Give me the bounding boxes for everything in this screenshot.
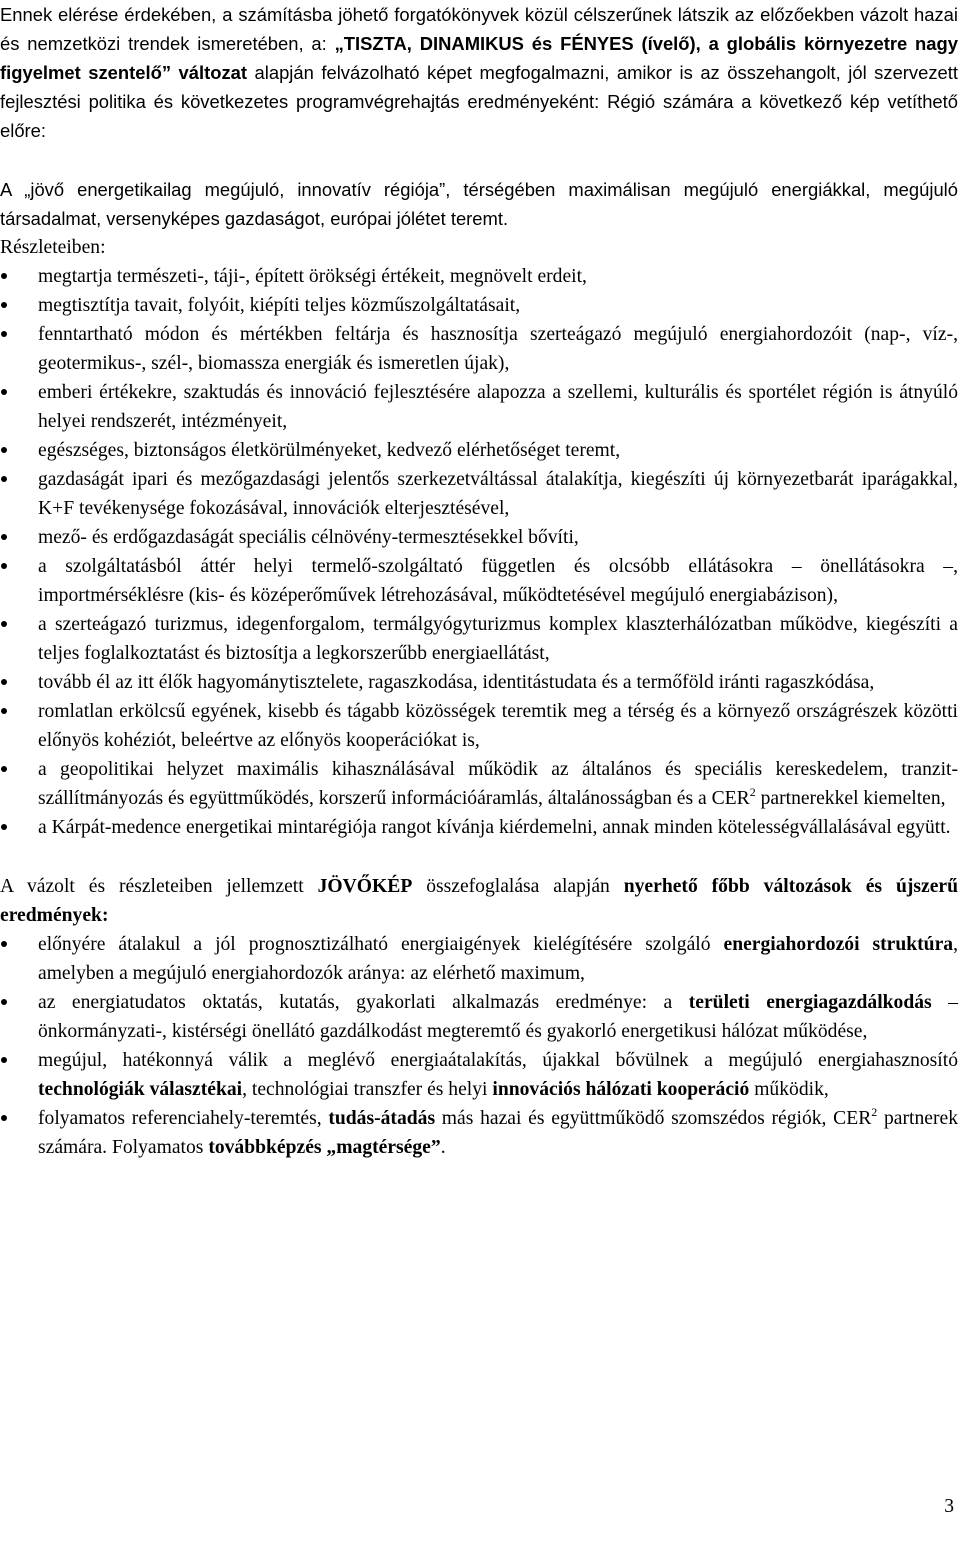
summary-paragraph xyxy=(0,872,958,930)
item-bold: innovációs hálózati kooperáció xyxy=(492,1079,750,1100)
list-item: fenntartható módon és mértékben feltárja és hasznosítja szerteágazó megújuló energiahordozóit (nap-, víz-, geotermikus-, szél-, biomassza energiák és ismeretlen újak), xyxy=(0,320,958,378)
list-item: gazdaságát ipari és mezőgazdasági jelentős szerkezetváltással átalakítja, kiegészíti új környezetbarát iparágakkal, K+F tevékenysége fokozásával, innovációk elterjesztésével, xyxy=(0,465,958,523)
geo-item-text: a geopolitikai helyzet maximális kihasználásával működik az általános és speciális kereskedelem, tranzit-szállítmányozás és együttműködés, korszerű információáramlás, általánosságban és a CER xyxy=(38,759,958,809)
vision-statement: A „jövő energetikailag megújuló, innovatív régiója”, térségében maximálisan megújuló energiákkal, megújuló társadalmat, versenyképes gazdaságot, európai jólétet teremt. xyxy=(0,179,958,229)
item-text: , amelyben a megújuló energiahordozók aránya: az elérhető maximum, xyxy=(38,934,958,984)
superscript: 2 xyxy=(871,1105,878,1119)
item-text: más hazai és együttműködő szomszédos régiók, CER xyxy=(435,1108,872,1129)
item-text: – önkormányzati-, kistérségi önellátó gazdálkodást megteremtő és gyakorló energetikusi hálózat működése, xyxy=(38,992,958,1042)
geo-item-tail: partnerekkel kiemelten, xyxy=(755,788,946,809)
details-label: Részleteiben: xyxy=(0,237,106,258)
item-bold: továbbképzés „magtérsége” xyxy=(208,1137,441,1158)
superscript: 2 xyxy=(749,785,756,799)
summary-bold-heading: nyerhető főbb változások és újszerű eredmények: xyxy=(0,876,958,926)
intro-text-2: alapján felvázolható képet megfogalmazni, amikor is az összehangolt, jól szervezett fejlesztési politika és következetes programvégrehajtás eredményeként: Régió számára a következő kép vetíthető előre: xyxy=(0,62,958,141)
item-bold: technológiák választékai xyxy=(38,1079,243,1100)
vision-list xyxy=(0,262,958,842)
item-text: folyamatos referenciahely-teremtés, xyxy=(38,1108,329,1129)
list-item xyxy=(0,1046,958,1104)
list-item xyxy=(0,930,958,988)
item-text: működik, xyxy=(749,1079,829,1100)
item-text: , technológiai transzfer és helyi xyxy=(242,1079,493,1100)
item-text: partnerek számára. Folyamatos xyxy=(38,1108,958,1158)
summary-bold-jovokep: JÖVŐKÉP xyxy=(317,876,413,897)
summary-list xyxy=(0,930,958,1162)
item-bold: tudás-átadás xyxy=(328,1108,436,1129)
intro-text-1: Ennek elérése érdekében, a számításba jöhető forgatókönyvek közül célszerűnek látszik az előzőekben vázolt hazai és nemzetközi trendek ismeretében, a: xyxy=(0,4,958,54)
item-text: előnyére átalakul a jól prognosztizálható energiaigények kielégítésére szolgáló xyxy=(38,934,724,955)
list-item xyxy=(0,988,958,1046)
list-item: a Kárpát-medence energetikai mintarégiója rangot kívánja kiérdemelni, annak minden kötelességvállalásával együtt. xyxy=(0,813,958,842)
page-number: 3 xyxy=(944,1496,954,1517)
list-item: a szolgáltatásból áttér helyi termelő-szolgáltató független és olcsóbb ellátásokra – önellátásokra –, importmérséklésre (kis- és középerőművek létrehozásával, működtetésével megújuló energiabázison), xyxy=(0,552,958,610)
item-text: az energiatudatos oktatás, kutatás, gyakorlati alkalmazás eredménye: a xyxy=(38,992,689,1013)
list-item: mező- és erdőgazdaságát speciális célnövény-termesztésekkel bővíti, xyxy=(0,523,958,552)
item-bold: energiahordozói struktúra xyxy=(723,934,954,955)
summary-text: összefoglalása alapján xyxy=(412,876,624,897)
list-item xyxy=(0,755,958,813)
intro-paragraph xyxy=(0,0,958,145)
list-item: egészséges, biztonságos életkörülményeket, kedvező elérhetőséget teremt, xyxy=(0,436,958,465)
list-item: emberi értékekre, szaktudás és innováció fejlesztésére alapozza a szellemi, kulturális és sportélet régión is átnyúló helyei rendszerét, intézményeit, xyxy=(0,378,958,436)
item-text: . xyxy=(440,1137,446,1158)
intro-bold-phrase: „TISZTA, DINAMIKUS és FÉNYES (ívelő), a globális környezetre nagy figyelmet szentelő” változat xyxy=(0,33,958,83)
list-item: megtisztítja tavait, folyóit, kiépíti teljes közműszolgáltatásait, xyxy=(0,291,958,320)
list-item: a szerteágazó turizmus, idegenforgalom, termálgyógyturizmus komplex klaszterhálózatban működve, kiegészíti a teljes foglalkoztatást és biztosítja a legkorszerűbb energiaellátást, xyxy=(0,610,958,668)
item-bold: területi energiagazdálkodás xyxy=(688,992,932,1013)
list-item: megtartja természeti-, táji-, épített örökségi értékeit, megnövelt erdeit, xyxy=(0,262,958,291)
item-text: megújul, hatékonnyá válik a meglévő energiaátalakítás, újakkal bővülnek a megújuló energiahasznosító xyxy=(38,1050,958,1071)
list-item: romlatlan erkölcsű egyének, kisebb és tágabb közösségek teremtik meg a térség és a környező országrészek közötti előnyös kohéziót, beleértve az előnyös kooperációkat is, xyxy=(0,697,958,755)
list-item: tovább él az itt élők hagyománytisztelete, ragaszkodása, identitástudata és a termőföld iránti ragaszkódása, xyxy=(0,668,958,697)
list-item xyxy=(0,1104,958,1162)
summary-text: A vázolt és részleteiben jellemzett xyxy=(0,876,318,897)
